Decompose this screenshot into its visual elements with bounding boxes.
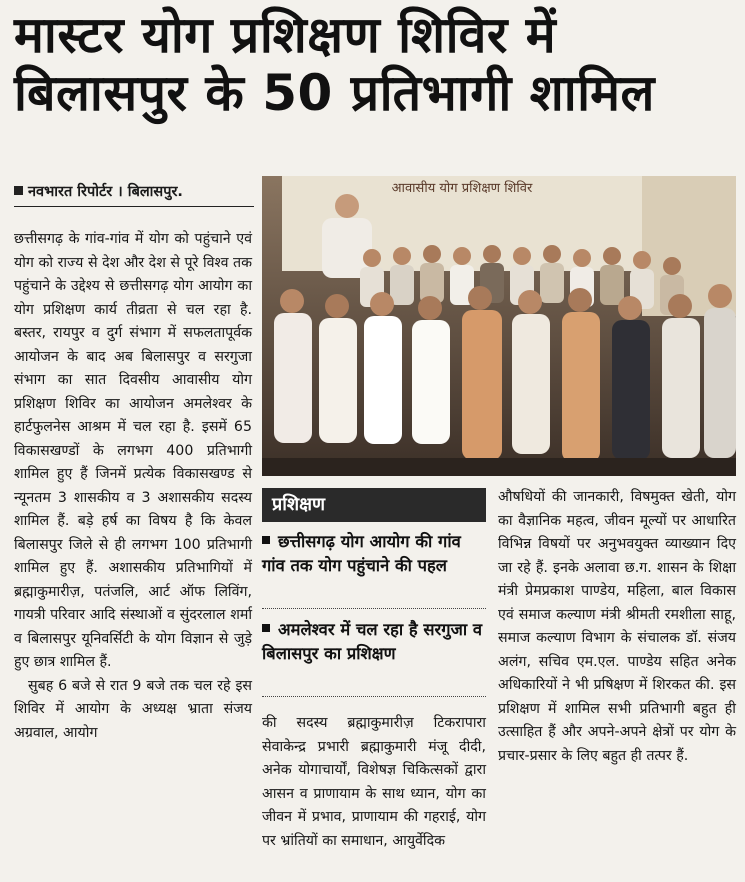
bullet-square-icon	[262, 624, 270, 632]
headline-line-2: बिलासपुर के 50 प्रतिभागी शामिल	[14, 64, 655, 122]
divider	[262, 696, 486, 697]
sidebar-highlight-text: अमलेश्वर में चल रहा है सरगुजा व बिलासपुर का प्रशिक्षण	[262, 620, 483, 663]
sidebar-highlight	[262, 530, 486, 578]
headline-line-1: मास्टर योग प्रशिक्षण शिविर में	[14, 6, 557, 64]
article-paragraph: छत्तीसगढ़ के गांव-गांव में योग को पहुंचाने एवं योग को राज्य से देश और देश से पूरे विश्व तक पहुंचाने के उद्देश्य से छत्तीसगढ़ योग आयोग का योग प्रशिक्षण कार्य तीव्रता से चल रहा है. बस्तर, रायपुर व दुर्ग संभाग में सफलतापूर्वक आयोजन के बाद अब बिलासपुर व सरगुजा संभाग का सात दिवसीय आवासीय योग प्रशिक्षण शिविर का आयोजन अमलेश्वर के हार्टफुलनेस आश्रम में चल रहा है. इसमें 65 विकासखण्डों के लगभग 400 प्रतिभागी शामिल हुए हैं जिनमें प्रत्येक विकासखण्ड से न्यूनतम 3 शासकीय व 3 अशासकीय सदस्य शामिल हैं. बड़े हर्ष का विषय है कि केवल बिलासपुर जिले से ही लगभग 100 प्रतिभागी शामिल हुए हैं. अशासकीय प्रतिभागियों में ब्रह्माकुमारीज़, पतंजलि, आर्ट ऑफ लिविंग, गायत्री परिवार आदि संस्थाओं व सुंदरलाल शर्मा व बिलासपुर यूनिवर्सिटी के योग विज्ञान से जुड़े हुए छात्र शामिल हैं.	[14, 231, 252, 670]
byline-text: नवभारत रिपोर्टर । बिलासपुर.	[28, 184, 183, 200]
banner-text: आवासीय योग प्रशिक्षण शिविर	[391, 181, 533, 196]
event-group-photo	[262, 176, 736, 476]
sidebar-highlight	[262, 618, 486, 666]
article-column-right	[498, 486, 736, 768]
article-column-left	[14, 228, 252, 745]
byline	[14, 182, 254, 207]
divider	[262, 608, 486, 609]
bullet-square-icon	[14, 186, 23, 195]
sidebar-heading: प्रशिक्षण	[262, 488, 486, 522]
bullet-square-icon	[262, 536, 270, 544]
headline	[14, 6, 734, 122]
article-paragraph: की सदस्य ब्रह्माकुमारीज़ टिकरापारा सेवाकेन्द्र प्रभारी ब्रह्माकुमारी मंजू दीदी, अनेक योगाचार्यों, विशेषज्ञ चिकित्सकों द्वारा आसन व प्राणायाम के साथ ध्यान, योग का जीवन में प्रभाव, प्राणायाम की गहराई, योग पर भ्रांतियों का समाधान, आयुर्वेदिक	[262, 715, 486, 849]
article-paragraph: सुबह 6 बजे से रात 9 बजे तक चल रहे इस शिविर में आयोग के अध्यक्ष भ्राता संजय अग्रवाल, आयोग	[14, 677, 252, 741]
sidebar-highlight-text: छत्तीसगढ़ योग आयोग की गांव गांव तक योग पहुंचाने की पहल	[262, 532, 461, 575]
article-column-middle	[262, 712, 486, 853]
article-paragraph: औषधियों की जानकारी, विषमुक्त खेती, योग का वैज्ञानिक महत्व, जीवन मूल्यों पर आधारित विभिन्न विषयों पर अनुभवयुक्त व्याख्यान दिए जा रहे हैं. इनके अलावा छ.ग. शासन के शिक्षा मंत्री प्रेमप्रकाश पाण्डेय, महिला, बाल विकास एवं समाज कल्याण मंत्री श्रीमती रमशीला साहू, समाज कल्याण विभाग के संचालक डॉ. संजय अलंग, सचिव एम.एल. पाण्डेय सहित अनेक अधिकारियों ने भी प्रषिक्षण में शिरकत की. इस प्रशिक्षण में शामिल सभी प्रतिभागी बहुत ही उत्साहित हैं और अपने-अपने क्षेत्रों पर योग के प्रचार-प्रसार के लिए बहुत ही तत्पर हैं.	[498, 489, 736, 764]
